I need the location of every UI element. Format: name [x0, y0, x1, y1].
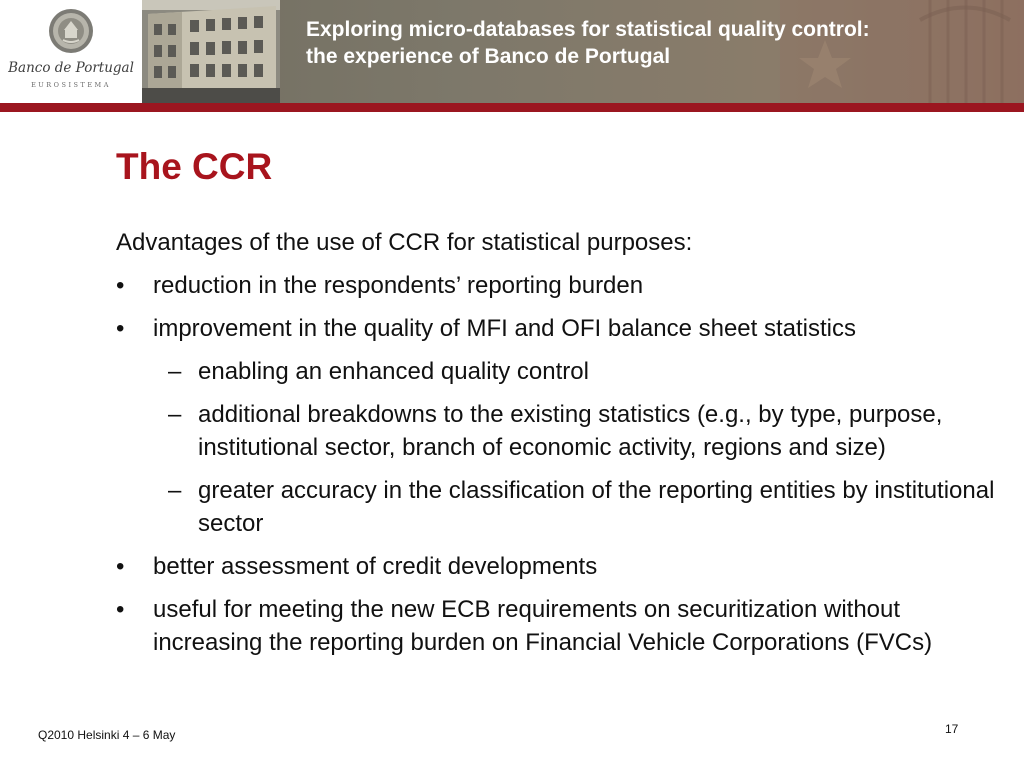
building-photo — [142, 0, 280, 103]
bank-logo — [0, 0, 142, 103]
bullet-mark: • — [116, 272, 125, 299]
presentation-title — [306, 16, 1006, 70]
bullet-item — [116, 312, 1006, 345]
intro-text: Advantages of the use of CCR for statistical purposes: — [116, 229, 693, 256]
bullet-item — [116, 269, 1006, 302]
sub-bullet-item — [116, 398, 1006, 464]
dash-mark: – — [168, 477, 182, 504]
bullet-text: reduction in the respondents’ reporting burden — [153, 272, 644, 299]
header-banner — [0, 0, 1024, 103]
dash-mark: – — [168, 358, 182, 385]
bullet-mark: • — [116, 553, 125, 580]
bullet-text: improvement in the quality of MFI and OFI balance sheet statistics — [153, 315, 856, 342]
bullet-text: useful for meeting the new ECB requirements on securitization without increasing the reporting burden on Financial Vehicle Corporations (FVCs) — [153, 596, 933, 656]
bank-name: Banco de Portugal — [8, 60, 134, 76]
presentation-title-line-2: the experience of Banco de Portugal — [306, 45, 671, 68]
sub-bullet-text: greater accuracy in the classification of the reporting entities by institutional sector — [198, 477, 995, 537]
bullet-item — [116, 550, 1006, 583]
sub-bullet-item — [116, 355, 1006, 388]
slide-body — [116, 226, 1006, 669]
slide-title: The CCR — [116, 146, 273, 187]
header-accent-rule — [0, 103, 1024, 112]
bullet-item — [116, 593, 1006, 659]
bank-subtitle: EUROSISTEMA — [31, 81, 111, 89]
bullet-mark: • — [116, 596, 125, 623]
page-number: 17 — [945, 722, 959, 736]
seal-icon — [48, 8, 94, 54]
bullet-text: better assessment of credit developments — [153, 553, 598, 580]
sub-bullet-text: additional breakdowns to the existing statistics (e.g., by type, purpose, institutional sector, branch of economic activity, regions and size) — [198, 401, 943, 461]
sub-bullet-item — [116, 474, 1006, 540]
dash-mark: – — [168, 401, 182, 428]
bullet-mark: • — [116, 315, 125, 342]
presentation-title-line-1: Exploring micro-databases for statistical quality control: — [306, 18, 870, 41]
footer-event: Q2010 Helsinki 4 – 6 May — [38, 728, 176, 742]
sub-bullet-text: enabling an enhanced quality control — [198, 358, 589, 385]
